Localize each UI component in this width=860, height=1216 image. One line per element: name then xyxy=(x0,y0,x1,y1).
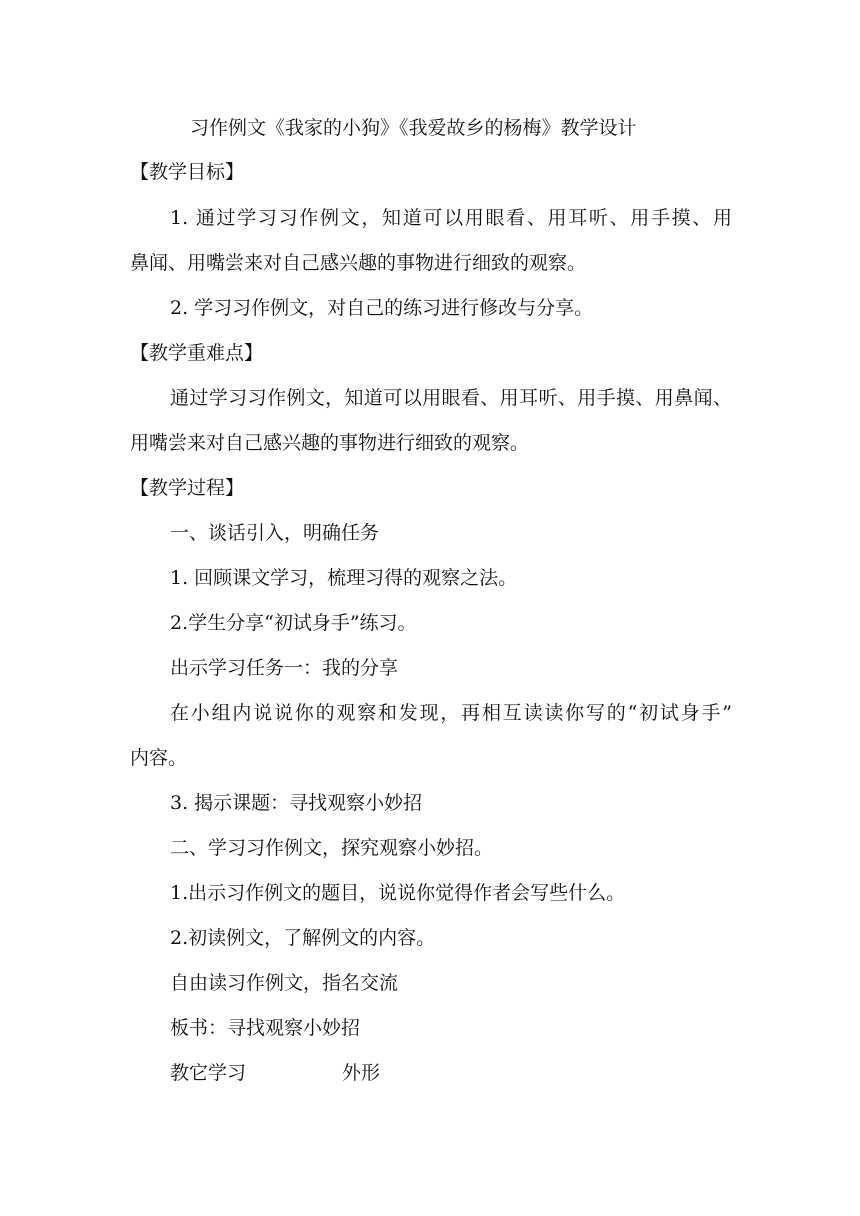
step-2-item-1: 1.出示习作例文的题目，说说你觉得作者会写些什么。 xyxy=(170,882,626,904)
goals-heading: 【教学目标】 xyxy=(130,161,245,183)
task-1-desc-line-1: 在小组内说说你的观察和发现，再相互读读你写的“初试身手” xyxy=(170,702,732,724)
step-1-item-3: 3. 揭示课题：寻找观察小妙招 xyxy=(170,792,423,814)
step-2-title: 二、学习习作例文，探究观察小妙招。 xyxy=(170,837,494,859)
key-points-line-2: 用嘴尝来对自己感兴趣的事物进行细致的观察。 xyxy=(130,432,530,454)
goal-1-line-1: 1. 通过学习习作例文，知道可以用眼看、用耳听、用手摸、用 xyxy=(170,207,732,229)
goal-1-line-2: 鼻闻、用嘴尝来对自己感兴趣的事物进行细致的观察。 xyxy=(130,252,587,274)
goal-2: 2. 学习习作例文，对自己的练习进行修改与分享。 xyxy=(170,297,594,319)
key-points-line-1: 通过学习习作例文，知道可以用眼看、用耳听、用手摸、用鼻闻、 xyxy=(170,387,732,409)
read-note: 自由读习作例文，指名交流 xyxy=(170,972,399,994)
task-1: 出示学习任务一：我的分享 xyxy=(170,657,399,679)
board-left-text: 教它学习 xyxy=(170,1062,247,1084)
board-right-text: 外形 xyxy=(342,1062,381,1084)
board-row xyxy=(170,1061,381,1085)
step-1-title: 一、谈话引入，明确任务 xyxy=(170,522,380,544)
board-note: 板书：寻找观察小妙招 xyxy=(170,1017,361,1039)
step-2-item-2: 2.初读例文，了解例文的内容。 xyxy=(170,927,436,949)
step-1-item-1: 1. 回顾课文学习，梳理习得的观察之法。 xyxy=(170,567,518,589)
document-title: 习作例文《我家的小狗》《我爱故乡的杨梅》教学设计 xyxy=(190,117,637,139)
task-1-desc-line-2: 内容。 xyxy=(130,747,188,769)
process-heading: 【教学过程】 xyxy=(130,477,245,499)
key-points-heading: 【教学重难点】 xyxy=(130,342,264,364)
step-1-item-2: 2.学生分享“初试身手”练习。 xyxy=(170,612,417,634)
